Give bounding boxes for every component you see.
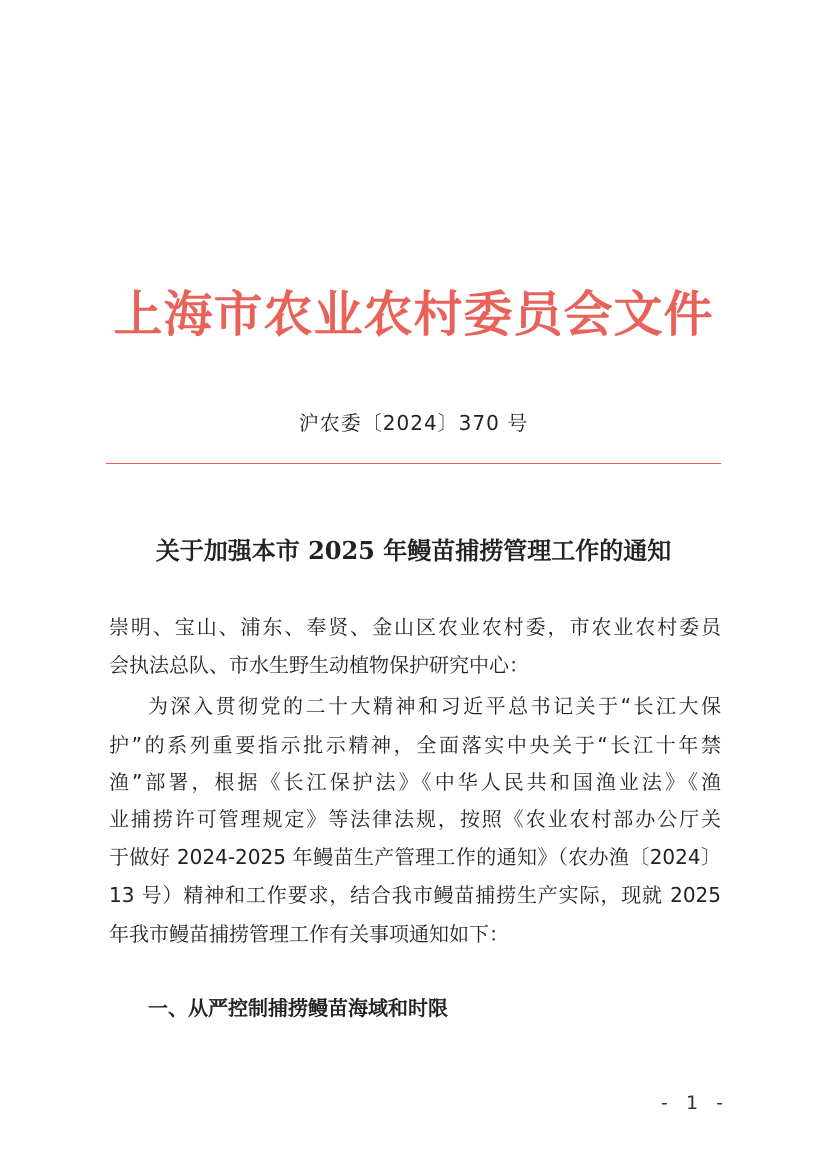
addressee-line: 崇明、宝山、浦东、奉贤、金山区农业农村委，市农业农村委员	[109, 615, 721, 639]
addressee-line: 会执法总队、市水生野生动植物保护研究中心：	[109, 653, 529, 677]
notice-title: 关于加强本市 2025 年鳗苗捕捞管理工作的通知	[155, 536, 672, 565]
issuing-authority-header: 上海市农业农村委员会文件	[113, 285, 714, 343]
header-divider	[106, 463, 721, 464]
paragraph-line: 于做好 2024-2025 年鳗苗生产管理工作的通知》（农办渔〔2024〕	[109, 845, 721, 869]
page-number: - 1 -	[661, 1092, 729, 1114]
section-heading: 一、从严控制捕捞鳗苗海域和时限	[148, 996, 448, 1020]
paragraph-line: 护”的系列重要指示批示精神，全面落实中央关于“长江十年禁	[109, 733, 721, 757]
paragraph-line: 为深入贯彻党的二十大精神和习近平总书记关于“长江大保	[148, 694, 721, 718]
paragraph-line: 年我市鳗苗捕捞管理工作有关事项通知如下：	[109, 922, 509, 946]
document-number: 沪农委〔2024〕370 号	[298, 411, 529, 435]
paragraph-line: 渔”部署，根据《长江保护法》《中华人民共和国渔业法》《渔	[109, 770, 721, 794]
paragraph-line: 13 号）精神和工作要求，结合我市鳗苗捕捞生产实际，现就 2025	[109, 883, 721, 907]
paragraph-line: 业捕捞许可管理规定》等法律法规，按照《农业农村部办公厅关	[109, 807, 721, 831]
